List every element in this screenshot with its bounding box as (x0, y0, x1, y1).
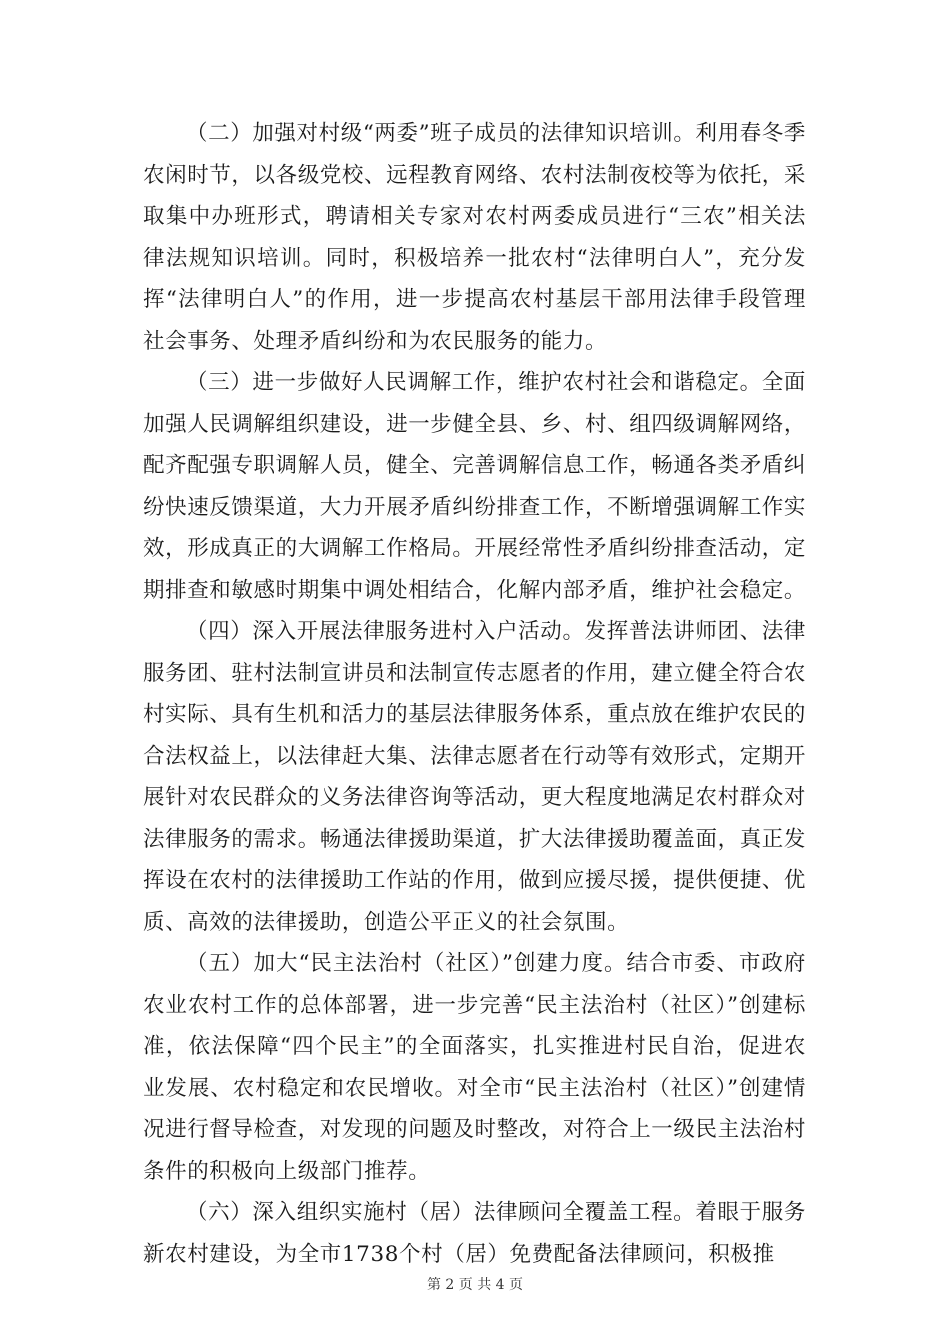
page-number: 第 2 页 共 4 页 (426, 1277, 524, 1293)
document-body (143, 113, 806, 1275)
paragraph-6: （六）深入组织实施村（居）法律顾问全覆盖工程。着眼于服务新农村建设，为全市1738个村（居）免费配备法律顾问，积极推 (143, 1200, 806, 1267)
paragraph-4: （四）深入开展法律服务进村入户活动。发挥普法讲师团、法律服务团、驻村法制宣讲员和法制宣传志愿者的作用，建立健全符合农村实际、具有生机和活力的基层法律服务体系，重点放在维护农民的合法权益上，以法律赶大集、法律志愿者在行动等有效形式，定期开展针对农民群众的义务法律咨询等活动，更大程度地满足农村群众对法律服务的需求。畅通法律援助渠道，扩大法律援助覆盖面，真正发挥设在农村的法律援助工作站的作用，做到应援尽援，提供便捷、优质、高效的法律援助，创造公平正义的社会氛围。 (143, 619, 807, 935)
page-footer (0, 1274, 950, 1294)
paragraph-3: （三）进一步做好人民调解工作，维护农村社会和谐稳定。全面加强人民调解组织建设，进一步健全县、乡、村、组四级调解网络，配齐配强专职调解人员，健全、完善调解信息工作，畅通各类矛盾纠纷快速反馈渠道，大力开展矛盾纠纷排查工作，不断增强调解工作实效，形成真正的大调解工作格局。开展经常性矛盾纠纷排查活动，定期排查和敏感时期集中调处相结合，化解内部矛盾，维护社会稳定。 (143, 370, 807, 603)
paragraph-5: （五）加大“民主法治村（社区）”创建力度。结合市委、市政府农业农村工作的总体部署，进一步完善“民主法治村（社区）”创建标准，依法保障“四个民主”的全面落实，扎实推进村民自治，促进农业发展、农村稳定和农民增收。对全市“民主法治村（社区）”创建情况进行督导检查，对发现的问题及时整改，对符合上一级民主法治村条件的积极向上级部门推荐。 (143, 951, 807, 1184)
paragraph-2: （二）加强对村级“两委”班子成员的法律知识培训。利用春冬季农闲时节，以各级党校、远程教育网络、农村法制夜校等为依托，采取集中办班形式，聘请相关专家对农村两委成员进行“三农”相关法律法规知识培训。同时，积极培养一批农村“法律明白人”，充分发挥“法律明白人”的作用，进一步提高农村基层干部用法律手段管理社会事务、处理矛盾纠纷和为农民服务的能力。 (143, 121, 807, 354)
